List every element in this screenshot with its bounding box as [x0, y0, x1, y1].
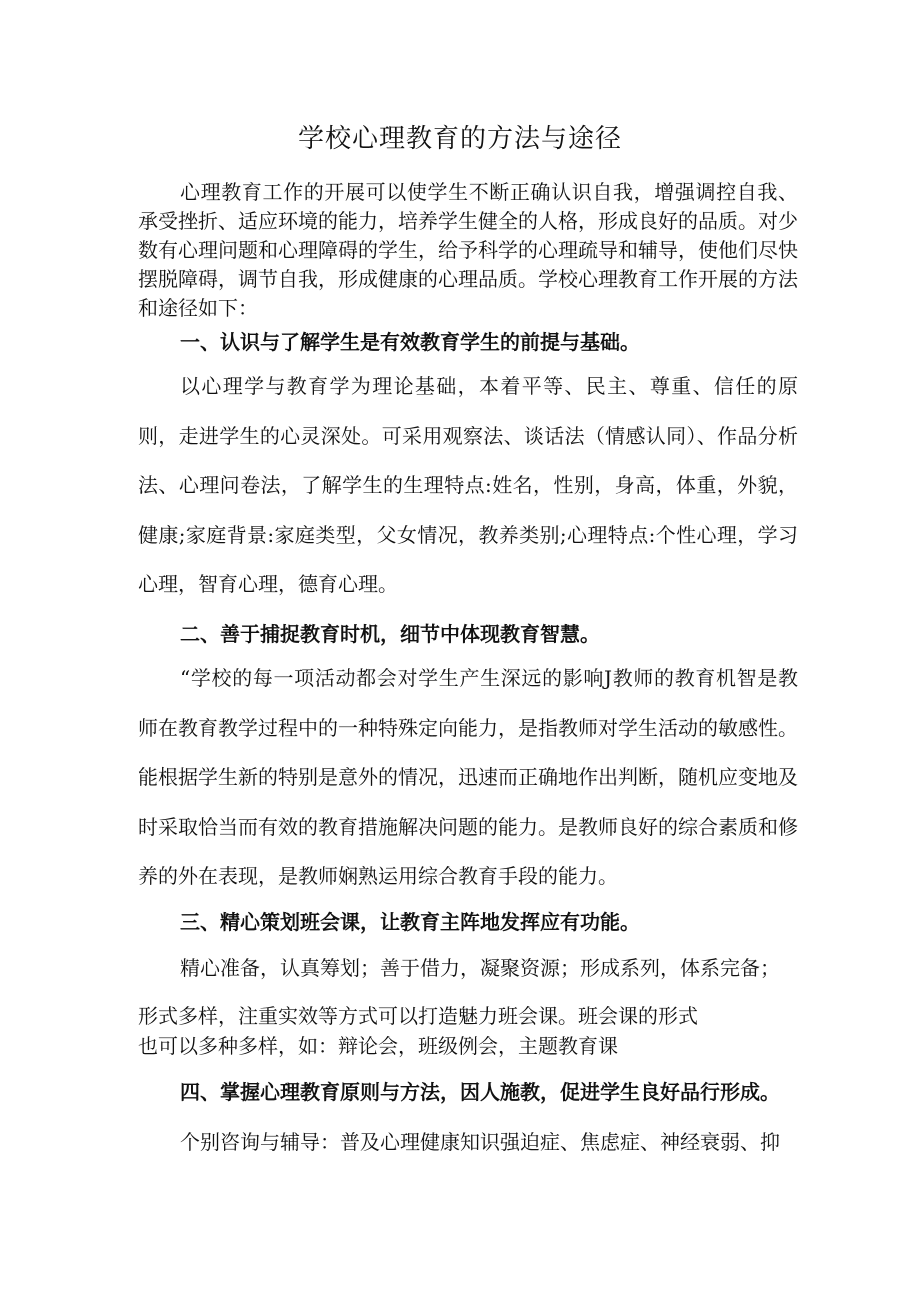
section-1-body: 以心理学与教育学为理论基础，本着平等、民主、尊重、信任的原则，走进学生的心灵深处。可采用观察法、谈话法（情感认同）、作品分析法、心理问卷法，了解学生的生理特点:姓名，性别，身高，体重，外貌，健康;家庭背景:家庭类型，父女情况，教养类别;心理特点:个性心理，学习心理，智育心理，德育心理。	[138, 374, 798, 596]
section-4-heading: 四、掌握心理教育原则与方法，因人施教，促进学生良好品行形成。	[180, 1080, 780, 1104]
section-3-line-2: 形式多样，注重实效等方式可以打造魅力班会课。班会课的形式	[138, 1004, 698, 1028]
section-3-line-1: 精心准备，认真筹划；善于借力，凝聚资源；形成系列，体系完备；	[180, 956, 780, 980]
section-2-heading: 二、善于捕捉教育时机，细节中体现教育智慧。	[180, 622, 600, 646]
section-1-heading: 一、认识与了解学生是有效教育学生的前提与基础。	[180, 330, 640, 354]
section-2-body: “学校的每一项活动都会对学生产生深远的影响J教师的教育机智是教师在教育教学过程中的一种特殊定向能力，是指教师对学生活动的敏感性。能根据学生新的特别是意外的情况，迅速而正确地作出判断，随机应变地及时采取恰当而有效的教育措施解决问题的能力。是教师良好的综合素质和修养的外在表现，是教师娴熟运用综合教育手段的能力。	[138, 666, 798, 888]
section-3-heading: 三、精心策划班会课，让教育主阵地发挥应有功能。	[180, 910, 640, 934]
section-3-line-3: 也可以多种多样，如：辩论会，班级例会，主题教育课	[138, 1034, 618, 1058]
intro-paragraph: 心理教育工作的开展可以使学生不断正确认识自我，增强调控自我、承受挫折、适应环境的能力，培养学生健全的人格，形成良好的品质。对少数有心理问题和心理障碍的学生，给予科学的心理疏导和辅导，使他们尽快摆脱障碍，调节自我，形成健康的心理品质。学校心理教育工作开展的方法和途径如下：	[138, 180, 798, 320]
document-title: 学校心理教育的方法与途径	[297, 124, 622, 154]
section-4-body: 个别咨询与辅导：普及心理健康知识强迫症、焦虑症、神经衰弱、抑	[180, 1130, 780, 1154]
